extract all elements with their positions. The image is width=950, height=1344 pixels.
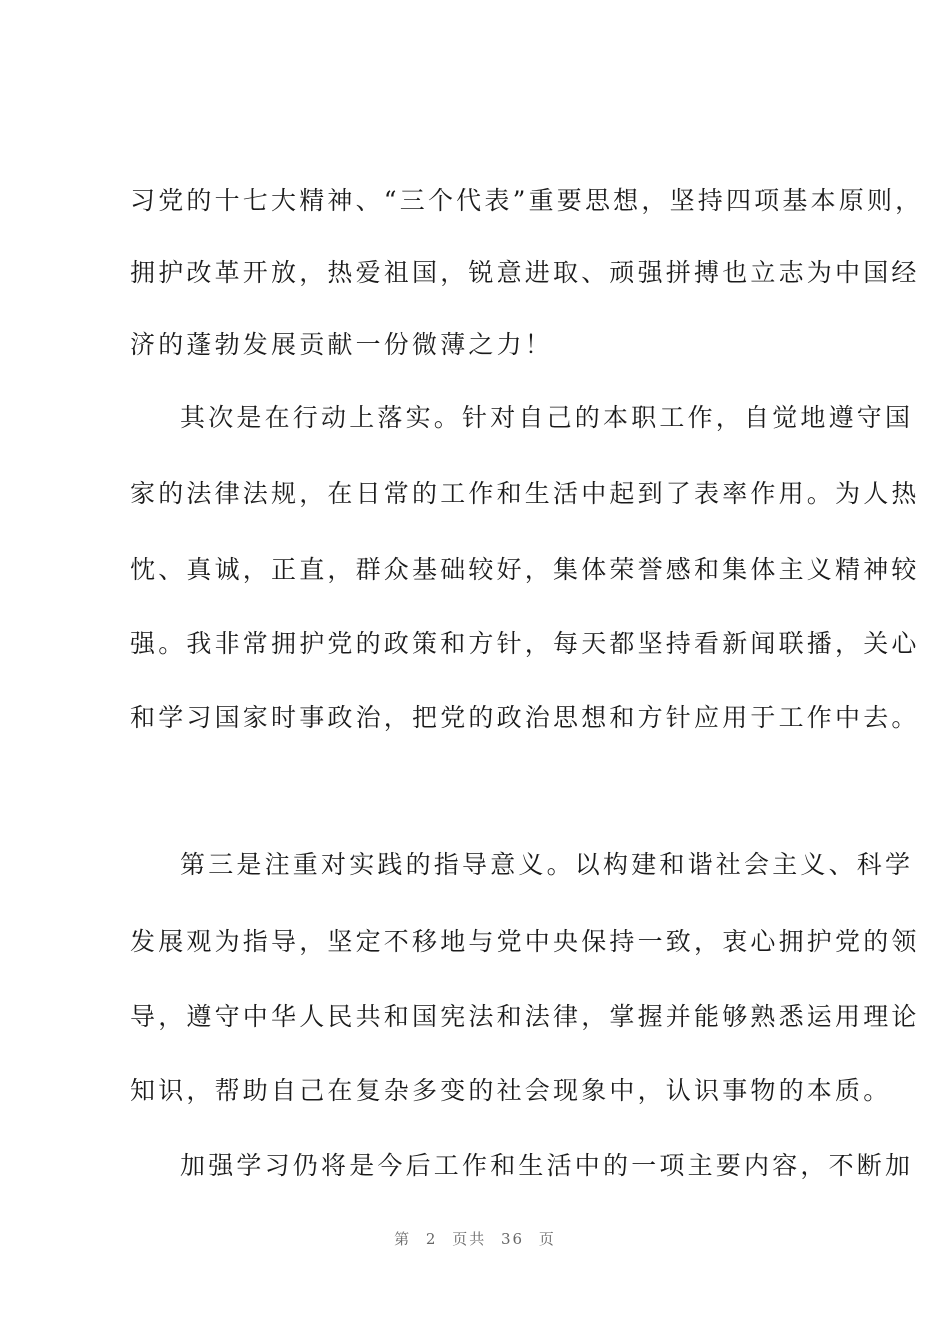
paragraph-start-line: 其次是在行动上落实。针对自己的本职工作，自觉地遵守国 [180,403,914,432]
body-line: 习党的十七大精神、“三个代表”重要思想，坚持四项基本原则， [130,186,924,215]
body-line: 济的蓬勃发展贡献一份微薄之力！ [130,330,554,359]
body-line: 导，遵守中华人民共和国宪法和法律，掌握并能够熟悉运用理论 [130,1002,920,1031]
body-line: 和学习国家时事政治，把党的政治思想和方针应用于工作中去。 [130,703,920,732]
body-line: 家的法律法规，在日常的工作和生活中起到了表率作用。为人热 [130,479,920,508]
body-line: 拥护改革开放，热爱祖国，锐意进取、顽强拼搏也立志为中国经 [130,258,920,287]
page-footer: 第 2 页共 36 页 [394,1230,556,1248]
body-line: 忱、真诚，正直，群众基础较好，集体荣誉感和集体主义精神较 [130,555,920,584]
body-line: 强。我非常拥护党的政策和方针，每天都坚持看新闻联播，关心 [130,629,920,658]
body-line: 知识，帮助自己在复杂多变的社会现象中，认识事物的本质。 [130,1076,892,1105]
paragraph-start-line: 加强学习仍将是今后工作和生活中的一项主要内容，不断加 [180,1151,914,1180]
body-line: 发展观为指导，坚定不移地与党中央保持一致，衷心拥护党的领 [130,927,920,956]
paragraph-start-line: 第三是注重对实践的指导意义。以构建和谐社会主义、科学 [180,850,914,879]
